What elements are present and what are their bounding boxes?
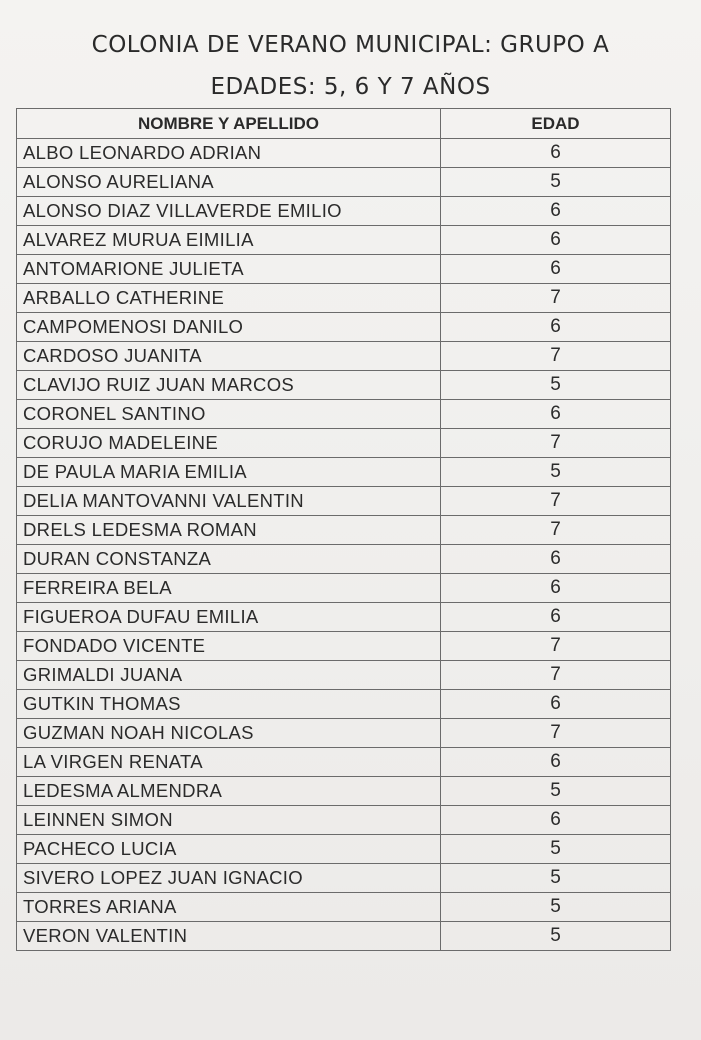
student-age-cell: 5 bbox=[441, 777, 671, 806]
table-row bbox=[17, 690, 671, 719]
table-row bbox=[17, 458, 671, 487]
table-row bbox=[17, 806, 671, 835]
student-age-cell: 7 bbox=[441, 516, 671, 545]
student-age-cell: 5 bbox=[441, 864, 671, 893]
table-header-row bbox=[17, 109, 671, 139]
student-age-cell: 7 bbox=[441, 719, 671, 748]
student-age-cell: 6 bbox=[441, 313, 671, 342]
student-age-cell: 6 bbox=[441, 139, 671, 168]
student-name-cell: GUZMAN NOAH NICOLAS bbox=[17, 719, 441, 748]
student-age-cell: 6 bbox=[441, 690, 671, 719]
student-age-cell: 7 bbox=[441, 661, 671, 690]
table-row bbox=[17, 226, 671, 255]
table-row bbox=[17, 545, 671, 574]
student-name-cell: PACHECO LUCIA bbox=[17, 835, 441, 864]
table-row bbox=[17, 603, 671, 632]
table-row bbox=[17, 429, 671, 458]
student-age-cell: 6 bbox=[441, 255, 671, 284]
student-name-cell: LEINNEN SIMON bbox=[17, 806, 441, 835]
table-row bbox=[17, 255, 671, 284]
table-row bbox=[17, 516, 671, 545]
roster-table bbox=[16, 108, 671, 951]
student-age-cell: 5 bbox=[441, 371, 671, 400]
student-name-cell: CAMPOMENOSI DANILO bbox=[17, 313, 441, 342]
student-name-cell: LA VIRGEN RENATA bbox=[17, 748, 441, 777]
student-age-cell: 5 bbox=[441, 893, 671, 922]
column-header-name: NOMBRE Y APELLIDO bbox=[17, 109, 441, 139]
table-row bbox=[17, 661, 671, 690]
student-age-cell: 7 bbox=[441, 487, 671, 516]
student-age-cell: 5 bbox=[441, 922, 671, 951]
student-name-cell: LEDESMA ALMENDRA bbox=[17, 777, 441, 806]
student-name-cell: VERON VALENTIN bbox=[17, 922, 441, 951]
student-age-cell: 6 bbox=[441, 226, 671, 255]
student-name-cell: ALONSO DIAZ VILLAVERDE EMILIO bbox=[17, 197, 441, 226]
student-name-cell: CORUJO MADELEINE bbox=[17, 429, 441, 458]
student-name-cell: CORONEL SANTINO bbox=[17, 400, 441, 429]
table-row bbox=[17, 632, 671, 661]
document-subtitle: EDADES: 5, 6 Y 7 AÑOS bbox=[210, 74, 491, 100]
table-row bbox=[17, 284, 671, 313]
table-row bbox=[17, 864, 671, 893]
student-age-cell: 5 bbox=[441, 458, 671, 487]
student-age-cell: 6 bbox=[441, 545, 671, 574]
student-age-cell: 7 bbox=[441, 342, 671, 371]
table-row bbox=[17, 835, 671, 864]
table-body bbox=[17, 139, 671, 951]
table-row bbox=[17, 777, 671, 806]
table-row bbox=[17, 748, 671, 777]
table-row bbox=[17, 139, 671, 168]
student-name-cell: DURAN CONSTANZA bbox=[17, 545, 441, 574]
student-name-cell: SIVERO LOPEZ JUAN IGNACIO bbox=[17, 864, 441, 893]
student-age-cell: 7 bbox=[441, 429, 671, 458]
student-age-cell: 7 bbox=[441, 284, 671, 313]
student-age-cell: 6 bbox=[441, 748, 671, 777]
table-row bbox=[17, 313, 671, 342]
student-name-cell: FERREIRA BELA bbox=[17, 574, 441, 603]
student-name-cell: TORRES ARIANA bbox=[17, 893, 441, 922]
student-age-cell: 7 bbox=[441, 632, 671, 661]
student-age-cell: 6 bbox=[441, 806, 671, 835]
student-age-cell: 6 bbox=[441, 603, 671, 632]
student-name-cell: DRELS LEDESMA ROMAN bbox=[17, 516, 441, 545]
student-age-cell: 6 bbox=[441, 574, 671, 603]
student-name-cell: ARBALLO CATHERINE bbox=[17, 284, 441, 313]
column-header-age: EDAD bbox=[441, 109, 671, 139]
student-name-cell: FONDADO VICENTE bbox=[17, 632, 441, 661]
student-name-cell: DELIA MANTOVANNI VALENTIN bbox=[17, 487, 441, 516]
student-age-cell: 5 bbox=[441, 168, 671, 197]
student-name-cell: FIGUEROA DUFAU EMILIA bbox=[17, 603, 441, 632]
table-row bbox=[17, 893, 671, 922]
student-name-cell: ALVAREZ MURUA EIMILIA bbox=[17, 226, 441, 255]
student-name-cell: CARDOSO JUANITA bbox=[17, 342, 441, 371]
document-title: COLONIA DE VERANO MUNICIPAL: GRUPO A bbox=[91, 32, 610, 58]
table-row bbox=[17, 168, 671, 197]
student-name-cell: GUTKIN THOMAS bbox=[17, 690, 441, 719]
table-row bbox=[17, 400, 671, 429]
student-name-cell: DE PAULA MARIA EMILIA bbox=[17, 458, 441, 487]
table-row bbox=[17, 197, 671, 226]
student-name-cell: CLAVIJO RUIZ JUAN MARCOS bbox=[17, 371, 441, 400]
student-name-cell: ALBO LEONARDO ADRIAN bbox=[17, 139, 441, 168]
table-row bbox=[17, 574, 671, 603]
student-age-cell: 6 bbox=[441, 197, 671, 226]
table-row bbox=[17, 719, 671, 748]
student-name-cell: ALONSO AURELIANA bbox=[17, 168, 441, 197]
student-name-cell: GRIMALDI JUANA bbox=[17, 661, 441, 690]
table-row bbox=[17, 371, 671, 400]
student-name-cell: ANTOMARIONE JULIETA bbox=[17, 255, 441, 284]
table-row bbox=[17, 342, 671, 371]
table-row bbox=[17, 487, 671, 516]
table-row bbox=[17, 922, 671, 951]
student-age-cell: 5 bbox=[441, 835, 671, 864]
student-age-cell: 6 bbox=[441, 400, 671, 429]
